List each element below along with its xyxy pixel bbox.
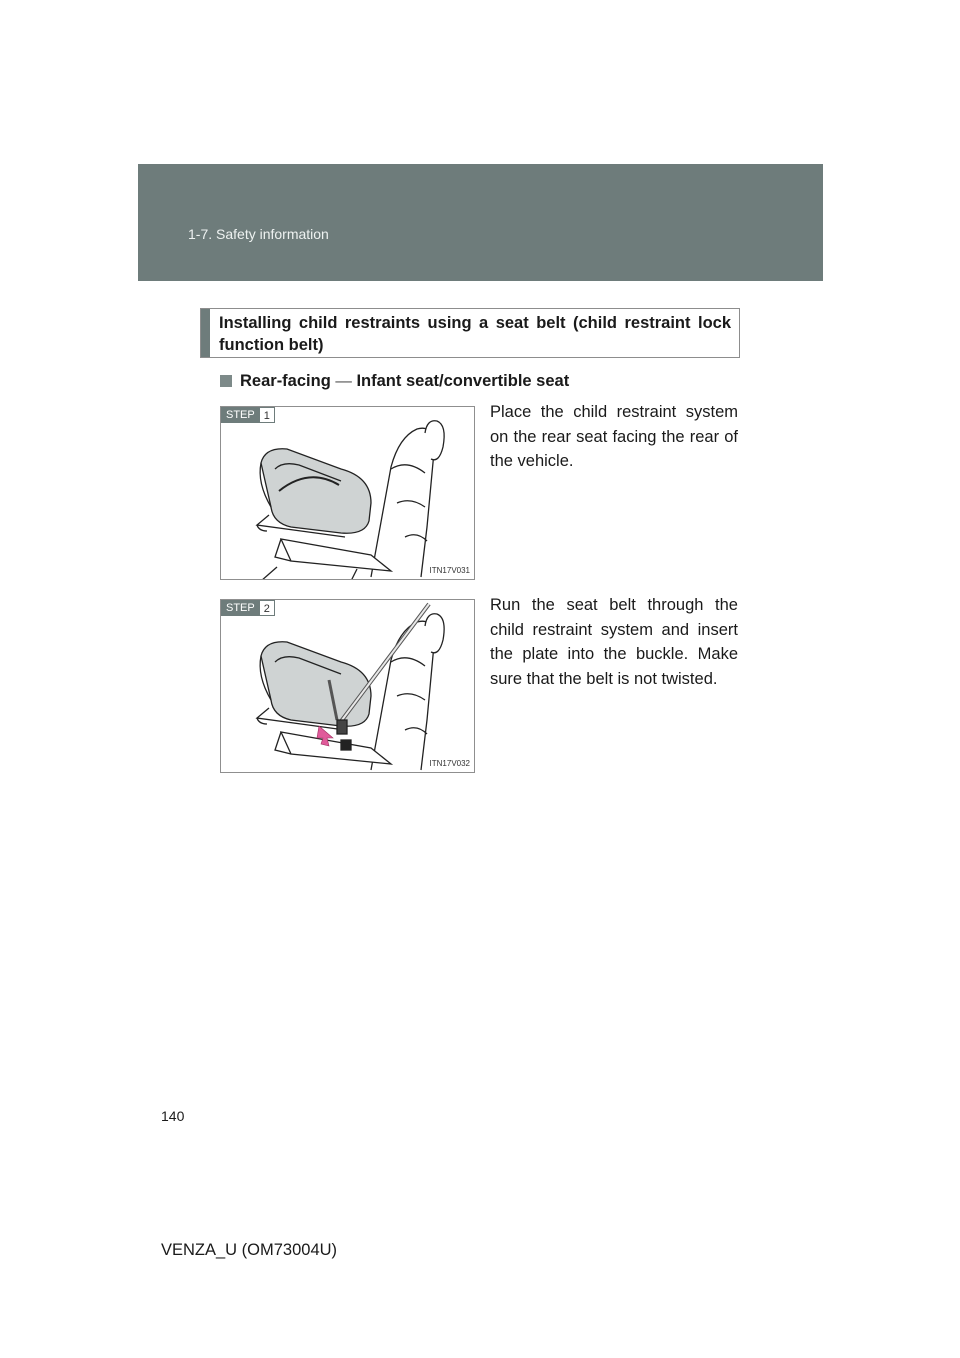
step-1-tag (221, 407, 275, 423)
manual-code: VENZA_U (OM73004U) (161, 1241, 338, 1259)
step-1-word: STEP (221, 407, 260, 423)
square-bullet-icon (220, 375, 232, 387)
section-title-box (200, 308, 740, 358)
step-2-word: STEP (221, 600, 260, 616)
title-accent-bar (201, 309, 210, 357)
subheading-dash: — (335, 372, 352, 390)
step-1-figure (220, 406, 475, 580)
page-number: 140 (161, 1108, 185, 1124)
subheading (220, 372, 569, 391)
step-2-number: 2 (260, 600, 275, 616)
step-2-figure (220, 599, 475, 773)
step-1-text: Place the child restraint system on the rear seat facing the rear of the vehicle. (490, 403, 738, 470)
section-label: 1-7. Safety information (188, 226, 329, 242)
step-2-figure-code: ITN17V032 (429, 759, 470, 768)
step-1-number: 1 (260, 407, 275, 423)
child-seat-illustration-1 (221, 407, 475, 580)
step-1-figure-code: ITN17V031 (429, 566, 470, 575)
subheading-right: Infant seat/convertible seat (356, 372, 570, 390)
child-seat-illustration-2 (221, 600, 475, 773)
subheading-left: Rear-facing (240, 372, 331, 390)
section-title: Installing child restraints using a seat belt (child restraint lock function belt) (219, 314, 731, 354)
step-2-tag (221, 600, 275, 616)
header-band (138, 164, 823, 281)
step-2-text: Run the seat belt through the child restraint system and insert the plate into the buckle. Make sure that the belt is not twisted. (490, 596, 738, 688)
